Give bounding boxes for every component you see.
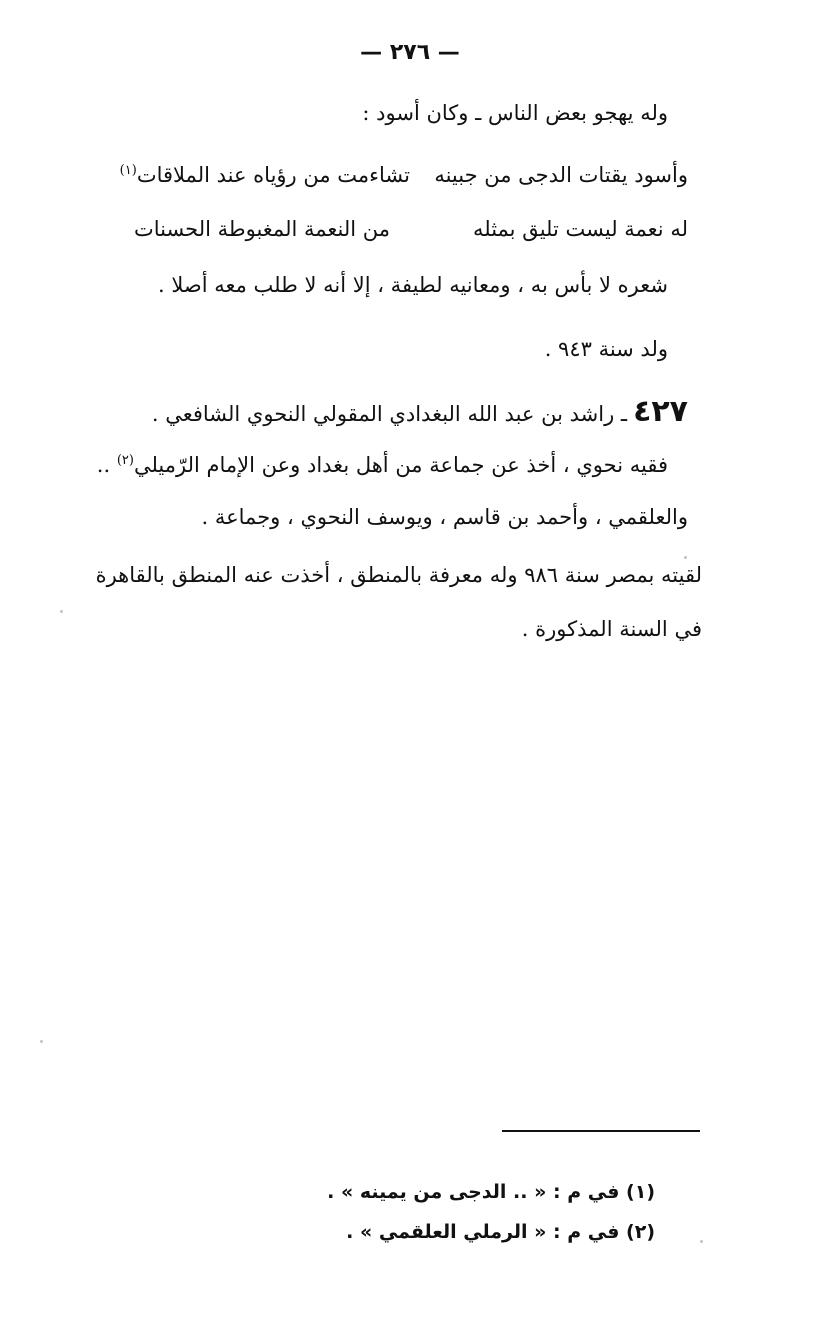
scan-speck	[60, 610, 63, 613]
footnote-1-text: (١) في م : « .. الدجى من يمينه » .	[327, 1181, 655, 1203]
intro-text: وله يهجو بعض الناس ـ وكان أسود :	[362, 101, 668, 125]
verse-2-second-hemistich	[134, 214, 390, 244]
footnote-separator	[502, 1130, 700, 1132]
scan-speck	[684, 556, 687, 559]
verse-2-first-hemistich	[473, 214, 688, 244]
birth-text: ولد سنة ٩٤٣ .	[544, 337, 668, 361]
footnote-ref-1: (١)	[119, 163, 137, 178]
teachers-tail: ..	[96, 453, 117, 477]
verse-1-second-text: تشاءمت من رؤياه عند الملاقات	[136, 163, 410, 187]
text-line-meeting	[96, 560, 702, 590]
footnote-2-text: (٢) في م : « الرملي العلقمي » .	[346, 1221, 655, 1243]
footnote-ref-2: (٢)	[116, 453, 134, 468]
page-number: — ٢٧٦ —	[360, 40, 460, 65]
text-line-teachers-cont	[202, 502, 688, 532]
text-line-year	[522, 614, 702, 644]
footnote-2	[346, 1218, 655, 1246]
text-line-poetry-remark	[158, 270, 668, 300]
scan-speck	[700, 1240, 703, 1243]
footnote-1	[327, 1178, 655, 1206]
year-text: في السنة المذكورة .	[521, 617, 702, 641]
entry-heading	[152, 392, 688, 434]
text-line-intro	[362, 98, 668, 128]
teachers-cont-text: والعلقمي ، وأحمد بن قاسم ، ويوسف النحوي ، وجماعة .	[201, 505, 688, 529]
verse-2-second-text: من النعمة المغبوطة الحسنات	[133, 217, 390, 241]
entry-number: ٤٢٧	[633, 394, 688, 429]
scan-speck	[40, 1040, 43, 1043]
text-line-birth	[545, 334, 668, 364]
entry-title: ـ راشد بن عبد الله البغدادي المقولي النحوي الشافعي .	[151, 402, 628, 426]
verse-1-first-hemistich	[434, 160, 688, 190]
teachers-text: فقيه نحوي ، أخذ عن جماعة من أهل بغداد وعن الإمام الرّميلي	[133, 453, 668, 477]
verse-1-first-text: وأسود يقتات الدجى من جبينه	[434, 163, 688, 187]
verse-1-second-hemistich	[120, 160, 410, 190]
meeting-text: لقيته بمصر سنة ٩٨٦ وله معرفة بالمنطق ، أخذت عنه المنطق بالقاهرة	[95, 563, 702, 587]
poetry-remark-text: شعره لا بأس به ، ومعانيه لطيفة ، إلا أنه لا طلب معه أصلا .	[157, 273, 668, 297]
text-line-teachers	[97, 450, 668, 480]
verse-2-first-text: له نعمة ليست تليق بمثله	[472, 217, 688, 241]
